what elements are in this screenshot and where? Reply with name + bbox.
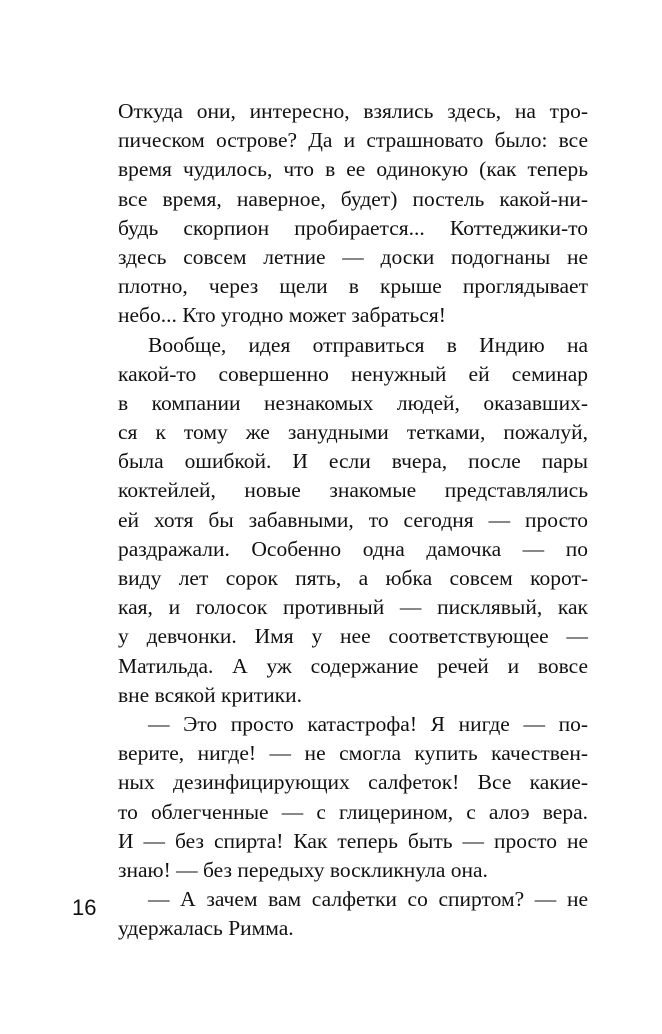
text-line: ся к тому же занудными тетками, пожалуй, [118, 420, 588, 445]
text-line: ей хотя бы забавными, то сегодня — просто [118, 507, 588, 532]
text-line: верите, нигде! — не смогла купить качествен- [118, 741, 588, 766]
text-line: раздражали. Особенно одна дамочка — по [118, 536, 588, 561]
text-line: Матильда. А уж содержание речей и вовсе [118, 653, 588, 678]
text-line: коктейлей, новые знакомые представлялись [118, 478, 588, 503]
text-line: здесь совсем летние — доски подогнаны не [118, 244, 588, 269]
page-number: 16 [72, 895, 97, 920]
body-text [118, 97, 588, 943]
text-line: то облегченные — с глицерином, с алоэ вера. [118, 799, 588, 824]
text-line: виду лет сорок пять, а юбка совсем корот- [118, 566, 588, 590]
text-line: удержалась Римма. [118, 916, 294, 941]
text-line: какой-то совершенно ненужный ей семинар [118, 361, 588, 386]
text-line: у девчонки. Имя у нее соответствующее — [118, 624, 588, 649]
text-line: кая, и голосок противный — писклявый, как [118, 595, 588, 620]
text-line: время чудилось, что в ее одинокую (как теперь [118, 157, 588, 182]
text-line: вне всякой критики. [118, 682, 302, 707]
paragraph-start-line: — Это просто катастрофа! Я нигде — по- [148, 711, 588, 736]
text-line: в компании незнакомых людей, оказавших- [118, 390, 588, 415]
text-line: все время, наверное, будет) постель какой-ни- [118, 186, 588, 211]
paragraph-start-line: Вообще, идея отправиться в Индию на [148, 332, 588, 357]
text-line: ных дезинфицирующих салфеток! Все какие- [118, 770, 588, 795]
text-line: была ошибкой. И если вчера, после пары [118, 449, 588, 474]
text-line: небо... Кто угодно может забраться! [118, 303, 446, 328]
text-line: пическом острове? Да и страшновато было: все [118, 128, 588, 153]
text-line: Откуда они, интересно, взялись здесь, на тро- [118, 99, 588, 123]
text-line: И — без спирта! Как теперь быть — просто не [118, 828, 588, 853]
text-line: плотно, через щели в крыше проглядывает [118, 274, 588, 299]
text-line: знаю! — без передыху воскликнула она. [118, 857, 488, 882]
paragraph-start-line: — А зачем вам салфетки со спиртом? — не [148, 887, 588, 912]
text-line: будь скорпион пробирается... Коттеджики-то [118, 215, 588, 240]
